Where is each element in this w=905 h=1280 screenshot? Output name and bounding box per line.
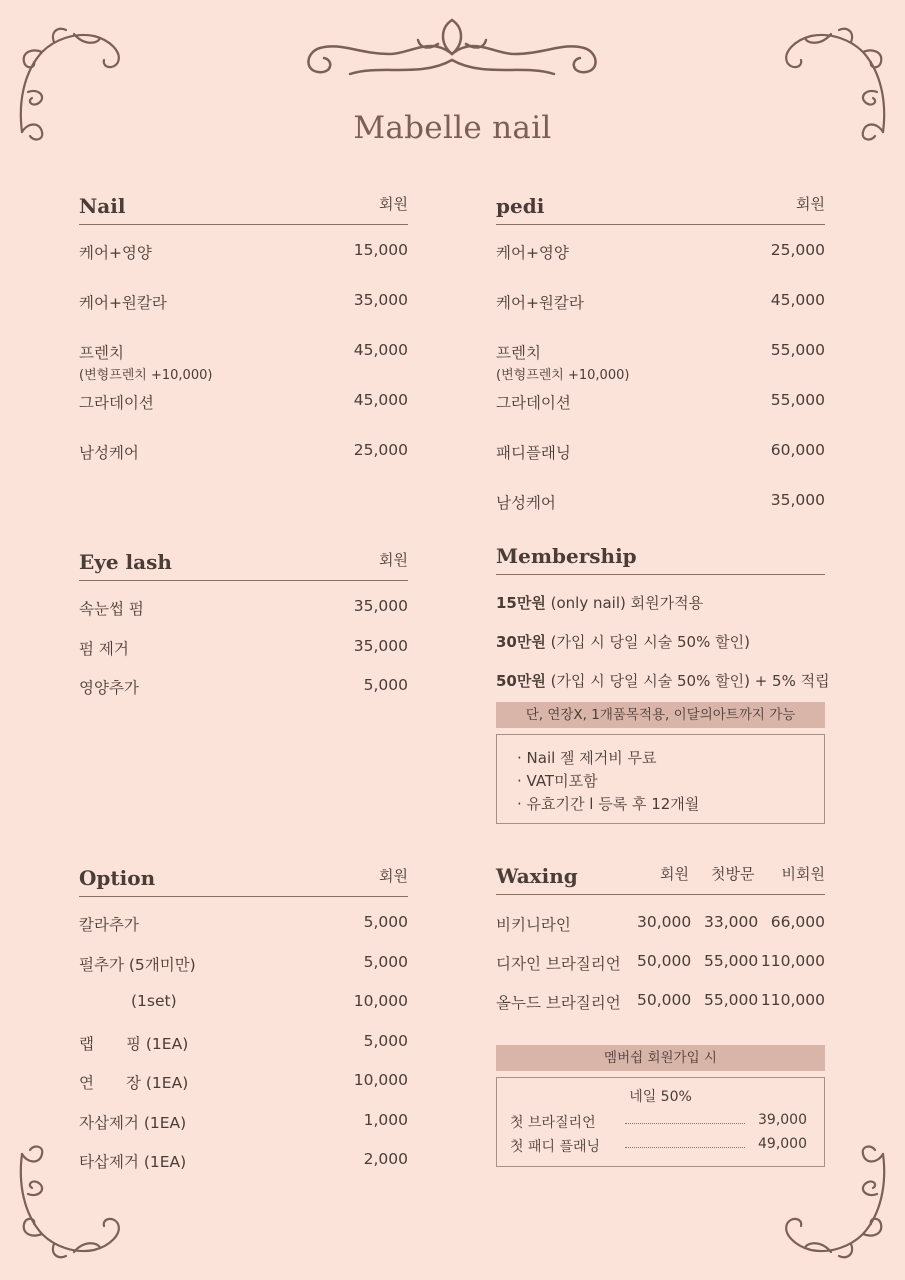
membership-line: 30만원 (가입 시 당일 시술 50% 할인) [496, 633, 750, 651]
discount-title: 네일 50% [629, 1089, 692, 1105]
membership-line: 50만원 (가입 시 당일 시술 50% 할인) + 5% 적립 [496, 672, 830, 690]
pedi-section: pedi 회원 케어+영양 25,000 케어+원칼라 45,000 프렌치 (변형프렌치 +10,000) 55,000 그라데이션 55,000 패디플래닝 60,000 남성케어 35,000 [496, 186, 825, 225]
pedi-member-col: 회원 [796, 195, 825, 213]
waxing-first-visit-col: 첫방문 [711, 865, 755, 883]
waxing-non-member-col: 비회원 [781, 865, 825, 883]
nail-header [79, 186, 408, 225]
waxing-section: Waxing 회원 첫방문 비회원 비키니라인 30,000 33,000 66,000 디자인 브라질리언 50,000 55,000 110,000 올누드 브라질리언 50,000 55,000 110,000 멤버쉽 회원가입 시 네일 50% 첫 브라질리언 39,000 첫 패디 플래닝 49,000 [496, 856, 825, 895]
waxing-membership-band: 멤버쉽 회원가입 시 [496, 1045, 825, 1071]
membership-line: 15만원 (only nail) 회원가적용 [496, 594, 704, 612]
waxing-discount-box [496, 1077, 825, 1167]
waxing-member-col: 회원 [660, 865, 689, 883]
eyelash-title: Eye lash [79, 550, 172, 574]
note-item: · VAT미포함 [517, 772, 598, 790]
membership-notes-box [496, 734, 825, 824]
discount-item: 첫 패디 플래닝 49,000 [510, 1136, 807, 1155]
discount-item: 첫 브라질리언 39,000 [510, 1112, 807, 1131]
option-section: Option 회원 칼라추가 5,000 펄추가 (5개미만) 5,000 (1set) 10,000 랩 핑 (1EA) 5,000 연 장 (1EA) 10,000 자삽제거 (1EA) 1,000 타삽제거 (1EA) 2,000 [79, 858, 408, 897]
nail-title: Nail [79, 194, 126, 218]
waxing-title: Waxing [496, 864, 578, 888]
nail-section: Nail 회원 케어+영양 15,000 케어+원칼라 35,000 프렌치 (변형프렌치 +10,000) 45,000 그라데이션 45,000 남성케어 25,000 [79, 186, 408, 225]
waxing-header [496, 856, 825, 895]
note-item: · Nail 젤 제거비 무료 [517, 749, 657, 767]
option-member-col: 회원 [379, 867, 408, 885]
top-swirl-ornament-icon [300, 14, 605, 84]
page-title: Mabelle nail [353, 110, 552, 146]
eyelash-section: Eye lash 회원 속눈썹 펌 35,000 펌 제거 35,000 영양추가 5,000 [79, 542, 408, 581]
membership-section [496, 536, 830, 813]
eyelash-member-col: 회원 [379, 551, 408, 569]
eyelash-header [79, 542, 408, 581]
nail-member-col: 회원 [379, 195, 408, 213]
membership-header [496, 536, 825, 575]
membership-condition-band: 단, 연장X, 1개품목적용, 이달의아트까지 가능 [496, 702, 825, 728]
pedi-header [496, 186, 825, 225]
option-title: Option [79, 866, 156, 890]
note-item: · 유효기간 l 등록 후 12개월 [517, 795, 700, 813]
option-header [79, 858, 408, 897]
pedi-title: pedi [496, 194, 545, 218]
membership-title: Membership [496, 544, 637, 568]
